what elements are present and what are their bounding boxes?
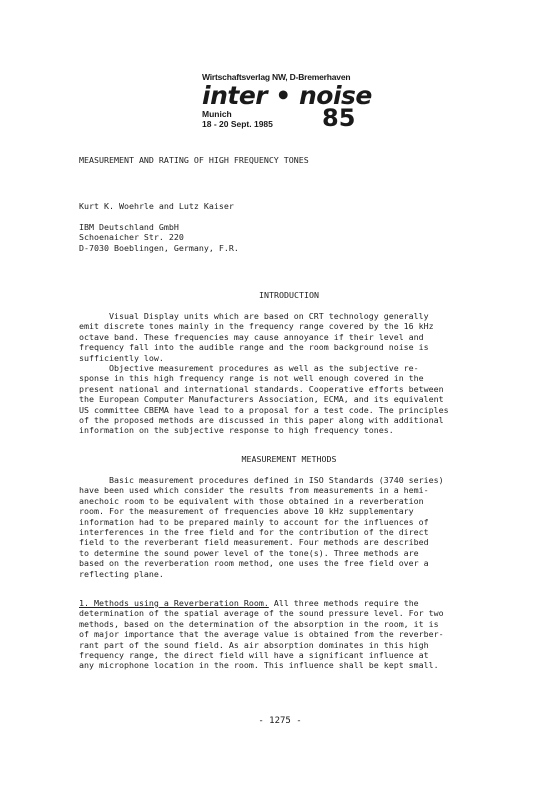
text-line: rant part of the sound field. As air absorption dominates in this high — [79, 639, 429, 650]
text-line: the European Computer Manufacturers Association, ECMA, and its equivalent — [79, 394, 444, 405]
paper-title: MEASUREMENT AND RATING OF HIGH FREQUENCY TONES — [79, 155, 309, 165]
text-line: emit discrete tones mainly in the frequency range covered by the 16 kHz — [79, 321, 434, 332]
affiliation-line: IBM Deutschland GmbH — [79, 222, 179, 232]
section-1-first-line: 1. Methods using a Reverberation Room. All three methods require the — [79, 598, 419, 608]
text-line: reflecting plane. — [79, 568, 164, 579]
section-1-heading: 1. Methods using a Reverberation Room. — [79, 598, 269, 608]
conference-dates: 18 - 20 Sept. 1985 — [202, 119, 273, 129]
text-line: information had to be prepared mainly to account for the influences of — [79, 516, 429, 527]
text-line: determination of the spatial average of the sound pressure level. For two — [79, 608, 444, 619]
text-line: Basic measurement procedures defined in ISO Standards (3740 series) — [79, 475, 444, 485]
text-line: based on the reverberation room method, one uses the free field over a — [79, 558, 429, 569]
paper-authors: Kurt K. Woehrle and Lutz Kaiser — [79, 201, 234, 211]
text-line: Objective measurement procedures as well as the subjective re- — [79, 363, 419, 374]
text-line: frequency range, the direct field will have a significant influence at — [79, 650, 429, 661]
author-affiliation — [79, 222, 499, 253]
text-line: octave band. These frequencies may cause annoyance if their level and — [79, 331, 424, 342]
conference-city: Munich — [202, 109, 232, 119]
affiliation-line: Schoenaicher Str. 220 — [79, 232, 184, 243]
text-line: anechoic room to be equivalent with those obtained in a reverberation — [79, 495, 424, 506]
text-line: present national and international standards. Cooperative efforts between — [79, 383, 444, 394]
text-line: sponse in this high frequency range is not well enough covered in the — [79, 373, 424, 384]
text-line: field to the reverberant field measurement. Four methods are described — [79, 537, 429, 548]
text-line: Visual Display units which are based on CRT technology generally — [79, 311, 429, 321]
publisher-line: Wirtschaftsverlag NW, D-Bremerhaven — [202, 72, 351, 82]
conference-info — [202, 104, 362, 135]
text-line: US committee CBEMA have lead to a proposal for a test code. The principles — [79, 404, 449, 415]
text-line: have been used which consider the results from measurements in a hemi- — [79, 485, 429, 496]
section-1 — [79, 598, 499, 671]
methods-body — [79, 475, 499, 579]
text-line: interferences in the free field and for the contribution of the direct — [79, 527, 429, 538]
affiliation-line: D-7030 Boeblingen, Germany, F.R. — [79, 242, 239, 253]
page-number: - 1275 - — [258, 716, 302, 726]
text-line: any microphone location in the room. This influence shall be kept small. — [79, 660, 439, 671]
text-line: to determine the sound power level of the tone(s). Three methods are — [79, 547, 419, 558]
text-line: of major importance that the average value is obtained from the reverber- — [79, 629, 444, 640]
conference-logo: inter • noise — [202, 81, 372, 110]
conference-header — [202, 72, 372, 135]
text-line: of the proposed methods are discussed in this paper along with additional — [79, 415, 444, 426]
text-line: sufficiently low. — [79, 352, 164, 363]
conference-year: 85 — [322, 104, 356, 132]
methods-heading: MEASUREMENT METHODS — [241, 454, 337, 464]
introduction-heading: INTRODUCTION — [259, 290, 319, 300]
text-line: room. For the measurement of frequencies above 10 kHz supplementary — [79, 506, 414, 517]
text-line: frequency fall into the audible range and the room background noise is — [79, 342, 429, 353]
introduction-body — [79, 311, 499, 436]
text-line: information on the subjective response to high frequency tones. — [79, 425, 394, 436]
text-line: methods, based on the determination of the absorption in the room, it is — [79, 618, 439, 629]
